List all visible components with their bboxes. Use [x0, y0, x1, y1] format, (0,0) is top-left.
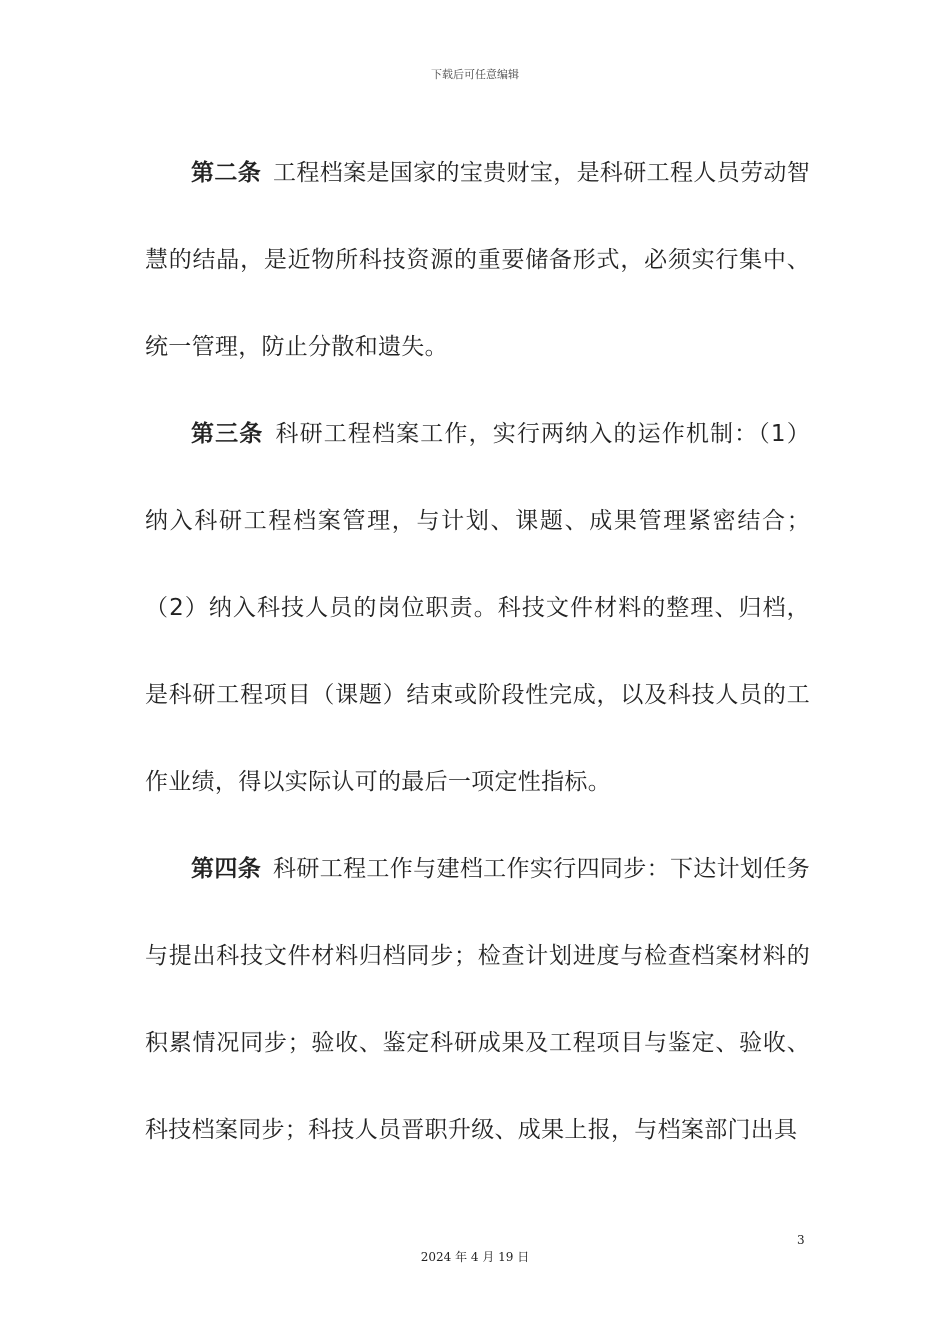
page-number: 3 — [797, 1233, 805, 1247]
article-2-text: 工程档案是国家的宝贵财宝，是科研工程人员劳动智慧的结晶，是近物所科技资源的重要储备形式，必须实行集中、统一管理，防止分散和遗失。 — [145, 160, 810, 360]
article-2-number: 第二条 — [191, 160, 262, 186]
article-4 — [145, 826, 810, 1174]
article-3 — [145, 391, 810, 826]
article-4-number: 第四条 — [191, 856, 262, 882]
footer-date: 2024 年 4 月 19 日 — [420, 1250, 530, 1264]
article-2 — [145, 130, 810, 391]
article-4-text: 科研工程工作与建档工作实行四同步：下达计划任务与提出科技文件材料归档同步；检查计划进度与检查档案材料的积累情况同步；验收、鉴定科研成果及工程项目与鉴定、验收、科技档案同步；科技人员晋职升级、成果上报，与档案部门出具 — [145, 856, 810, 1143]
article-3-text: 科研工程档案工作，实行两纳入的运作机制：（1）纳入科研工程档案管理，与计划、课题、成果管理紧密结合；（2）纳入科技人员的岗位职责。科技文件材料的整理、归档，是科研工程项目（课题）结束或阶段性完成，以及科技人员的工作业绩，得以实际认可的最后一项定性指标。 — [145, 421, 810, 795]
article-3-number: 第三条 — [191, 421, 264, 447]
document-body — [145, 130, 810, 1174]
page-header: 下载后可任意编辑 — [431, 68, 519, 81]
